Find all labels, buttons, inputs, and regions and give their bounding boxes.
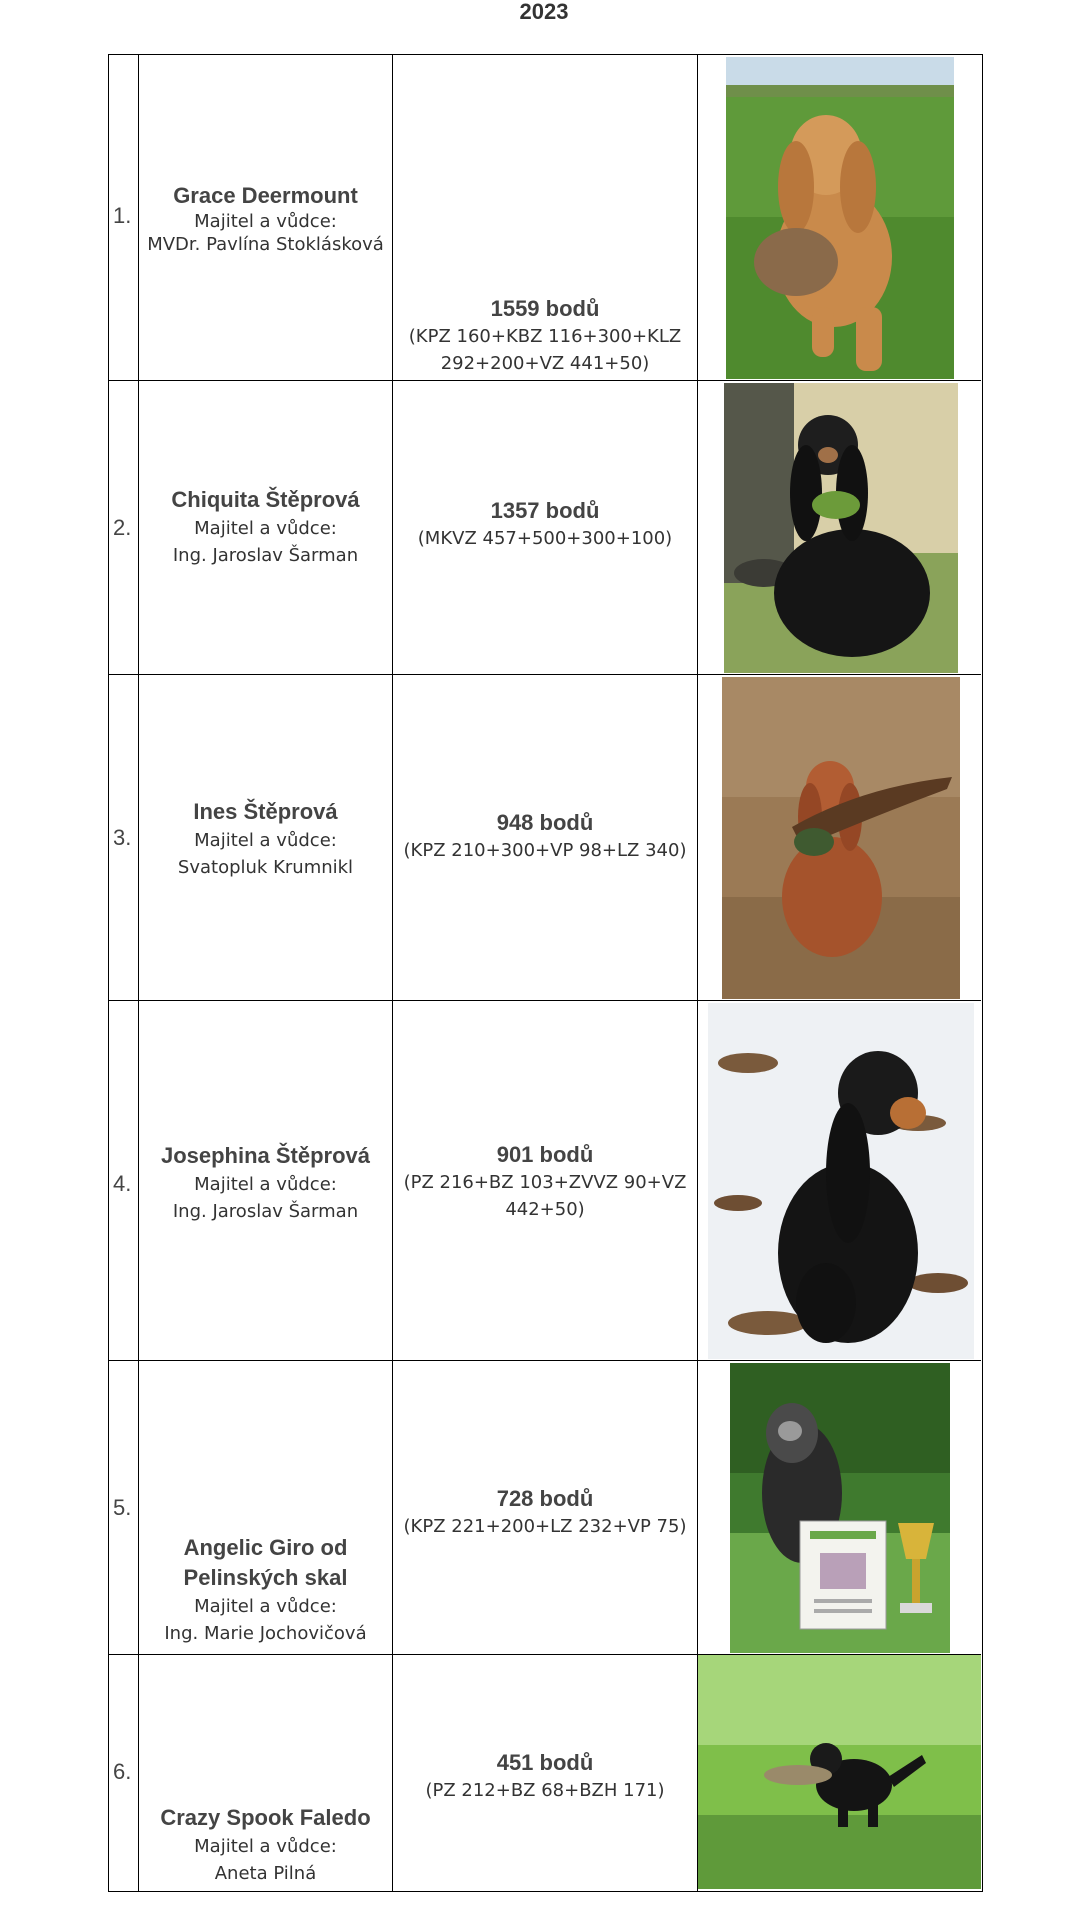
- table-row: [109, 381, 981, 675]
- owner-name: Svatopluk Krumnikl: [177, 857, 354, 878]
- table-row: [109, 1655, 981, 1891]
- points-detail: (PZ 212+BZ 68+BZH 171): [425, 1780, 665, 1801]
- photo-cell: [698, 1655, 981, 1891]
- owner-label: Majitel a vůdce:: [194, 1596, 337, 1617]
- name-cell: [139, 1361, 393, 1654]
- dog-name: Angelic Giro od: [183, 1535, 348, 1560]
- points-total: 1559 bodů: [490, 296, 600, 321]
- points-detail: (KPZ 210+300+VP 98+LZ 340): [403, 840, 687, 861]
- rank-cell: [109, 675, 139, 1000]
- dog-name: Josephina Štěprová: [160, 1143, 371, 1168]
- points-detail: (MKVZ 457+500+300+100): [417, 528, 673, 549]
- rank-cell: [109, 1001, 139, 1360]
- rank-number: 3.: [113, 825, 132, 850]
- owner-name: Ing. Jaroslav Šarman: [172, 545, 359, 566]
- owner-label: Majitel a vůdce:: [194, 211, 337, 232]
- points-total: 948 bodů: [496, 810, 594, 835]
- points-total: 1357 bodů: [490, 498, 600, 523]
- photo-cell: [698, 381, 981, 674]
- rank-number: 2.: [113, 515, 132, 540]
- table-row: [109, 1001, 981, 1361]
- name-cell: [139, 675, 393, 1000]
- dog-name: Ines Štěprová: [193, 799, 338, 824]
- rank-cell: [109, 1655, 139, 1891]
- points-detail: 442+50): [505, 1199, 585, 1220]
- name-cell: [139, 381, 393, 674]
- dog-name: Crazy Spook Faledo: [160, 1805, 371, 1830]
- owner-name: Ing. Marie Jochovičová: [164, 1623, 367, 1644]
- dog-name: Chiquita Štěprová: [171, 487, 360, 512]
- photo-cell: [698, 675, 981, 1000]
- rank-number: 5.: [113, 1495, 132, 1520]
- table-row: [109, 55, 981, 381]
- name-cell: [139, 1655, 393, 1891]
- owner-name: Aneta Pilná: [214, 1863, 317, 1884]
- photo-cell: [698, 1001, 981, 1360]
- rank-number: 1.: [113, 203, 132, 228]
- points-detail: 292+200+VZ 441+50): [440, 353, 650, 374]
- ranking-table: [108, 54, 983, 1892]
- points-total: 728 bodů: [496, 1486, 594, 1511]
- dog-photo-icon: [698, 1655, 981, 1889]
- name-cell: [139, 1001, 393, 1360]
- name-cell: [139, 55, 393, 380]
- owner-label: Majitel a vůdce:: [194, 830, 337, 851]
- score-cell: [393, 55, 698, 380]
- dog-photo-icon: [726, 57, 954, 379]
- owner-label: Majitel a vůdce:: [194, 1174, 337, 1195]
- score-cell: [393, 1655, 698, 1891]
- score-cell: [393, 675, 698, 1000]
- dog-name: Grace Deermount: [173, 183, 358, 208]
- photo-cell: [698, 55, 981, 380]
- dog-name: Pelinských skal: [183, 1565, 348, 1590]
- dog-photo-icon: [708, 1003, 974, 1359]
- owner-label: Majitel a vůdce:: [194, 518, 337, 539]
- dog-photo-icon: [724, 383, 958, 673]
- table-row: [109, 1361, 981, 1655]
- points-detail: (PZ 216+BZ 103+ZVVZ 90+VZ: [403, 1172, 687, 1193]
- owner-name: MVDr. Pavlína Stoklásková: [147, 234, 384, 255]
- page-year-title: 2023: [519, 0, 569, 24]
- table-row: [109, 675, 981, 1001]
- rank-cell: [109, 55, 139, 380]
- photo-cell: [698, 1361, 981, 1654]
- points-total: 901 bodů: [496, 1142, 594, 1167]
- dog-photo-icon: [730, 1363, 950, 1653]
- owner-name: Ing. Jaroslav Šarman: [172, 1201, 359, 1222]
- owner-label: Majitel a vůdce:: [194, 1836, 337, 1857]
- score-cell: [393, 381, 698, 674]
- points-detail: (KPZ 160+KBZ 116+300+KLZ: [408, 326, 682, 347]
- dog-photo-icon: [722, 677, 960, 999]
- rank-cell: [109, 381, 139, 674]
- rank-number: 4.: [113, 1171, 132, 1196]
- points-total: 451 bodů: [496, 1750, 594, 1775]
- points-detail: (KPZ 221+200+LZ 232+VP 75): [403, 1516, 687, 1537]
- score-cell: [393, 1361, 698, 1654]
- rank-number: 6.: [113, 1759, 132, 1784]
- rank-cell: [109, 1361, 139, 1654]
- score-cell: [393, 1001, 698, 1360]
